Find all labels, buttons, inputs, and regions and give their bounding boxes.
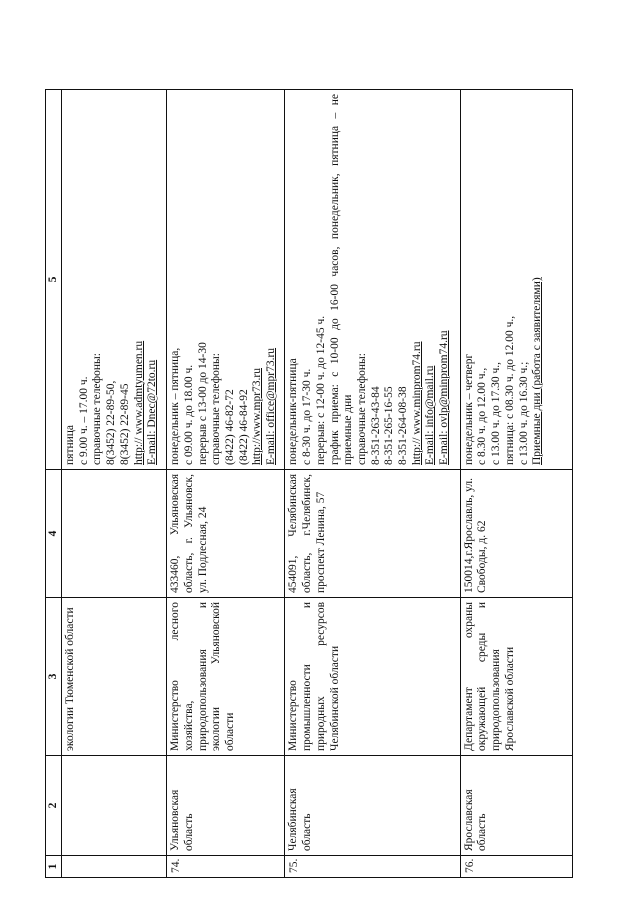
contact-cell bbox=[167, 90, 285, 470]
region-cell: Ульяновская область bbox=[167, 756, 285, 856]
table-header-row bbox=[46, 90, 62, 878]
table-row-75 bbox=[285, 90, 460, 878]
table-row-continuation bbox=[62, 90, 167, 878]
header-cell-4: 4 bbox=[46, 470, 62, 598]
email-link[interactable]: E-mail: info@mail.ru bbox=[424, 365, 437, 465]
table-row-74 bbox=[167, 90, 285, 878]
header-cell-3: 3 bbox=[46, 598, 62, 756]
contact-line: 8-351-265-16-55 bbox=[383, 386, 396, 465]
row-number: 74. bbox=[167, 856, 285, 878]
header-cell-2: 2 bbox=[46, 756, 62, 856]
row-number bbox=[62, 856, 167, 878]
website-link[interactable]: http:// www.minprom74.ru bbox=[410, 341, 423, 465]
email-link[interactable]: E-mail: office@mpr73.ru bbox=[265, 347, 278, 465]
contact-line: (8422) 46-82-72 bbox=[224, 389, 237, 465]
website-link[interactable]: http:// www.admtyumen.ru bbox=[132, 340, 145, 465]
contact-line: пятница bbox=[64, 424, 77, 465]
contact-line: с 9.00 ч. – 17.00 ч. bbox=[77, 376, 90, 465]
address-cell: 433460, Ульяновская область, г. Ульяновск, ул. Подлесная, 24 bbox=[167, 470, 285, 598]
contact-line: с 8.30 ч. до 12.00 ч., bbox=[476, 367, 489, 465]
address-cell: 150014,г.Ярославль, ул. Свободы, д. 62 bbox=[460, 470, 572, 598]
ministry-cell: экологии Тюменской области bbox=[62, 598, 167, 756]
region-cell bbox=[62, 756, 167, 856]
address-cell bbox=[62, 470, 167, 598]
contact-line: график приема: с 10-00 до 16-00 часов, понедельник, пятница – не приемные дни bbox=[328, 94, 355, 465]
contact-line: справочные телефоны: bbox=[91, 353, 104, 465]
email-link[interactable]: E-mail: Dnec@72to.ru bbox=[146, 359, 159, 465]
contact-line: перерыв с 13-00 до 14-30 bbox=[196, 342, 209, 465]
row-number: 75. bbox=[285, 856, 460, 878]
row-number: 76. bbox=[460, 856, 572, 878]
contact-cell bbox=[62, 90, 167, 470]
region-cell: Челябинская область bbox=[285, 756, 460, 856]
contact-line: пятница: с 08.30 ч. до 12.00 ч., bbox=[503, 315, 516, 465]
contact-line: понедельник – пятница, bbox=[169, 347, 182, 465]
contact-line: понедельник – четверг bbox=[462, 353, 475, 465]
contact-cell bbox=[460, 90, 572, 470]
table-row-76 bbox=[460, 90, 572, 878]
ministry-cell: Министерство лесного хозяйства, природопользования и экологии Ульяновской области bbox=[167, 598, 285, 756]
contact-line: 8-351-264-08-38 bbox=[397, 386, 410, 465]
contact-line: справочные телефоны: bbox=[355, 353, 368, 465]
contact-line: понедельник-пятница bbox=[287, 358, 300, 465]
contact-cell bbox=[285, 90, 460, 470]
ministry-cell: Департамент охраны окружающей среды и природопользования Ярославской области bbox=[460, 598, 572, 756]
email-link[interactable]: E-mail: ovlp@minprom74.ru bbox=[438, 330, 451, 465]
ministry-cell: Министерство промышленности и природных ресурсов Челябинской области bbox=[285, 598, 460, 756]
contact-line: с 09.00 ч. до 18.00 ч. bbox=[182, 364, 195, 465]
contact-line: 8(3452) 22-89-50, bbox=[105, 380, 118, 465]
contact-line: перерыв: с 12-00 ч. до 12-45 ч. bbox=[314, 315, 327, 465]
contacts-table bbox=[45, 89, 573, 878]
contact-line: (8422) 46-84-92 bbox=[237, 389, 250, 465]
contact-line: справочные телефоны: bbox=[210, 353, 223, 465]
contact-line: с 8-30 ч. до 17-30 ч. bbox=[301, 368, 314, 465]
header-cell-5: 5 bbox=[46, 90, 62, 470]
header-cell-1: 1 bbox=[46, 856, 62, 878]
contact-line: с 13.00 ч. до 17.30 ч., bbox=[490, 361, 503, 465]
address-cell: 454091, Челябинская область, г.Челябинск, проспект Ленина, 57 bbox=[285, 470, 460, 598]
contact-line: 8-351-263-43-84 bbox=[369, 386, 382, 465]
contact-line: 8(3452) 22-89-45 bbox=[118, 383, 131, 465]
region-cell: Ярославская область bbox=[460, 756, 572, 856]
contact-line: с 13.00 ч. до 16.30 ч.; bbox=[517, 361, 530, 465]
contact-line: Приемные дни (работа с заявителями) bbox=[531, 277, 544, 465]
website-link[interactable]: http://www.mpr73.ru bbox=[251, 368, 264, 465]
rotated-page bbox=[45, 90, 573, 878]
